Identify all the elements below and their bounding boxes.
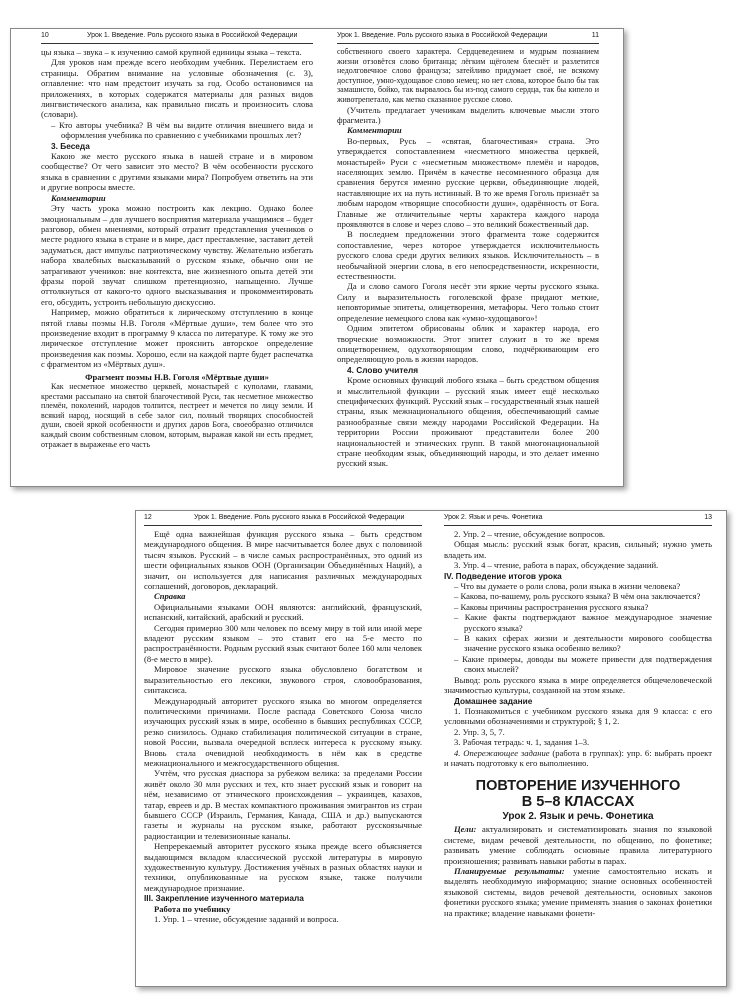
conclusion: Вывод: роль русского языка в мире определяется общечеловеческой значимостью культуры, созданной на этом языке. xyxy=(444,674,712,696)
page-body xyxy=(41,47,313,449)
paragraph: Сегодня примерно 300 млн человек по всему миру в той или иной мере владеют русским языком – это ставит его на 5-е место по распространённости. Родным русский язык считают более 160 млн человек (8-е место в мире). xyxy=(144,622,422,664)
paragraph: В последнем предложении этого фрагмента тоже содержится сопоставление, через которое утверждается исключительность русского слова среди других великих языков. Исключительность – в необычайной энергии слова, в его непосредственности, искренности, естественности. xyxy=(337,229,599,282)
page-13 xyxy=(444,511,712,986)
lesson-goals xyxy=(444,824,712,866)
question: – Кто авторы учебника? В чём вы видите отличия внешнего вида и оформления учебника по сравнению с учебниками прошлых лет? xyxy=(51,119,313,141)
question: – Что вы думаете о роли слова, роли языка в жизни человека? xyxy=(454,581,681,592)
results-text: умение самостоятельно искать и выделять необходимую информацию; знание основных особенностей языковой системы, видов речевой деятельности, основных законов фонетики русского языка; умение применять знания о законах фонетики на практике; владение навыками фонети- xyxy=(444,865,712,918)
paragraph: Общая мысль: русский язык богат, красив, сильный; нужно уметь владеть им. xyxy=(444,539,712,560)
paragraph: Учтём, что русская диаспора за рубежом велика: за пределами России живёт около 30 млн русских и тех, кто знает русский язык и говорит на нём, независимо от этнического происхождения – украинцев, казахов, татар, евреев и др. В местах компактного проживания эмигрантов из стран бывшего СССР (Израиль, Германия, Канада, США и др.) выпускаются газеты и журналы на русском языке, работают русскоязычные радиостанции и телевизионные каналы. xyxy=(144,768,422,841)
question: – Какова, по-вашему, роль русского языка? В чём она заключается? xyxy=(454,591,701,602)
paragraph: Для уроков нам прежде всего необходим учебник. Перелистаем его страницы. Обратим внимание на условные обозначения (с. 3), оглавление: что нам предстоит изучать за год. Особо остановимся на приложениях, в которых содержатся материалы для разных видов лингвистического анализа, как правильно писать и произносить слова (словари). xyxy=(41,57,313,120)
running-header xyxy=(444,511,712,526)
fragment-title: Фрагмент поэмы Н.В. Гоголя «Мёртвые души» xyxy=(85,371,269,382)
paragraph: Например, можно обратиться к лирическому отступлению в конце пятой главы поэмы Н.В. Гоголя «Мёртвые души», тем более что это произведение входит в программу 9 класса по литературе. К тому же это лирическое отступление может прояснить авторское определение произведения как поэмы. Хорошо, если на каждой парте будет распечатка с фрагментом из «Мёртвых душ». xyxy=(41,307,313,370)
header-title: Урок 2. Язык и речь. Фонетика xyxy=(444,514,543,521)
question: – В каких сферах жизни и деятельности мирового сообщества значение русского языка особенно велико? xyxy=(454,633,712,654)
section-heading: III. Закрепление изученного материала xyxy=(144,893,304,904)
homework-item: 3. Рабочая тетрадь: ч. 1, задания 1–3. xyxy=(454,737,590,748)
fragment-text: Как несметное множество церквей, монастырей с куполами, главами, крестами рассыпано на святой благочестивой Руси, так несметное множество племён, поколений, народов толпится, пестреет и мечется по лицу земли. И всякий народ, носящий в себе залог сил, полный творящих способностей души, своей яркой особенности и других даров Бога, своеобразно отличился каждый своим собственным словом, которым, выражая какой ни есть предмет, отражает в выраженье его часть xyxy=(41,382,313,449)
homework-item-text: (работа в группах): упр. 6: выбрать проект и начать подготовку к его выполнению. xyxy=(444,747,712,768)
paragraph: Кроме основных функций любого языка – быть средством общения и мыслительной функции – русский язык имеет ещё несколько специфических функций. Русский язык – государственный язык нашей страны, язык межнационального общения, обеспечивающий самые разнообразные связи между народами Российской Федерации. На территории России проживают представители более 200 национальностей и этнических групп. В такой многонациональной стране необходим язык, объединяющий народы, и это делает именно русский язык. xyxy=(337,375,599,469)
lesson-title: Урок 2. Язык и речь. Фонетика xyxy=(502,811,654,823)
page-10 xyxy=(41,29,313,486)
question: – Каковы причины распространения русского языка? xyxy=(454,601,649,612)
homework-item: 1. Познакомиться с учебником русского языка для 9 класса: с его условными обозначениями и структурой; § 1, 2. xyxy=(444,705,712,727)
page-number: 12 xyxy=(144,514,152,521)
spravka-label: Справка xyxy=(154,591,186,602)
paragraph: Да и слово самого Гоголя несёт эти яркие черты русского языка. Силу и выразительность гоголевской фразе придают меткие, неповторимые эпитеты, олицетворения, метафоры. Чего только стоит определение немецкого слова как «умно-худощавого»! xyxy=(337,281,599,323)
comments-label: Комментарии xyxy=(347,125,402,136)
exercise-item: 3. Упр. 4 – чтение, работа в парах, обсуждение заданий. xyxy=(454,560,659,571)
homework-heading: Домашнее задание xyxy=(454,695,533,706)
results-label: Планируемые результаты: xyxy=(454,865,565,876)
section-heading: 4. Слово учителя xyxy=(347,364,419,375)
homework-item-label: 4. Опережающее задание xyxy=(454,747,550,758)
fragment-text: собственного своего характера. Сердцеведением и мудрым познанием жизни отзовётся слово британца; лёгким щёголем блеснёт и разлетится недолговечное слово француза; затейливо придумает своё, не всякому доступное, умно-худощавое слово немец; но нет слова, которое было бы так замашисто, бойко, так вырвалось бы из-под самого сердца, так бы кипело и животрепетало, как метко сказанное русское слово. xyxy=(337,47,599,104)
page-number: 13 xyxy=(704,514,712,521)
question: – Какие факты подтверждают важное международное значение русского языка? xyxy=(454,612,712,633)
homework-item: 2. Упр. 3, 5, 7. xyxy=(454,726,505,737)
paragraph: Международный авторитет русского языка во многом определяется политическими причинами. После распада Советского Союза число изучающих русский язык в мире, особенно в бывших республиках СССР, резко снизилось. Однако стабилизация политической ситуации в стране, новой России, вызвала очередной всплеск интереса к русскому языку. Вновь стала очевидной необходимость в нём как в средстве межнационального и межгосударственного общения. xyxy=(144,695,422,768)
book-spread-top xyxy=(10,28,624,487)
goals-text: актуализировать и систематизировать знания по языковой системе, видам речевой деятельности, по общению, по фонетике; развивать умение соблюдать основные правила литературного произношения; развивать навыки работы в парах. xyxy=(444,824,712,866)
subsection-heading: Работа по учебнику xyxy=(154,903,231,914)
lesson-results xyxy=(444,866,712,918)
paragraph: Непререкаемый авторитет русского языка прежде всего объясняется выдающимся вкладом классической русской литературы в мировую художественную культуру. Достижения учёных в разных областях науки и техники, опубликованные на русском языке, также получили международное признание. xyxy=(144,841,422,893)
paragraph: Во-первых, Русь – «святая, благочестивая» страна. Это утверждается сопоставлением «несметного множества церквей, монастырей» Руси с «несметным множеством» племён и народов, населяющих землю. Причём в качестве несомненного образца для сравнения берутся именно русские церкви, объединяющие людей, наставляющие их на путь истинный. В то же время Гоголь признаёт за любым народом «творящие способности души», одарённость от Бога. Главные же отличительные черты характера каждого народа проявляются в слове и через слово – это великий божественный дар. xyxy=(337,135,599,230)
page-number: 11 xyxy=(591,32,599,39)
unit-title-line: ПОВТОРЕНИЕ ИЗУЧЕННОГО xyxy=(475,778,681,795)
header-title: Урок 1. Введение. Роль русского языка в Российской Федерации xyxy=(337,32,548,39)
page-body xyxy=(337,47,599,469)
header-title: Урок 1. Введение. Роль русского языка в Российской Федерации xyxy=(87,32,298,39)
page-number: 10 xyxy=(41,32,49,39)
section-heading: IV. Подведение итогов урока xyxy=(444,570,562,581)
paragraph: цы языка – звука – к изучению самой крупной единицы языка – текста. xyxy=(41,47,302,57)
question: – Какие примеры, доводы вы можете привести для подтверждения своих мыслей? xyxy=(454,653,712,675)
page-body xyxy=(444,529,712,918)
unit-title-line: В 5–8 КЛАССАХ xyxy=(521,794,635,811)
page-body xyxy=(144,529,422,924)
paragraph: Эту часть урока можно построить как лекцию. Однако более эмоциональным – для лучшего восприятия материала учащимися – будет разговор, обмен мнениями, который отразит представления учеников о месте родного языка в стране и в мире, даст преставление, заставит детей задуматься, даст импульс патриотическому чувству. Желательно избегать набора хвалебных высказываний о русском языке, обычно они не затрагивают учеников: вне контекста, вне жизненного опыта детей эти фразы порой звучат слишком претенциозно, напыщенно. Лучше оттолкнуться от какого-то одного высказывания и прокомментировать его, обсудить, устроить небольшую дискуссию. xyxy=(41,203,313,307)
page-11 xyxy=(337,29,599,486)
goals-label: Цели: xyxy=(454,824,477,835)
comments-label: Комментарии xyxy=(51,192,106,203)
teacher-note: (Учитель предлагает ученикам выделить ключевые мысли этого фрагмента.) xyxy=(337,104,599,125)
book-spread-bottom xyxy=(135,510,727,987)
exercise-item: 2. Упр. 2 – чтение, обсуждение вопросов. xyxy=(454,529,606,539)
running-header xyxy=(144,511,422,526)
header-title: Урок 1. Введение. Роль русского языка в Российской Федерации xyxy=(194,514,405,521)
paragraph: Какою же место русского языка в нашей стране и в мировом сообществе? От чего зависит это место? В чём особенности русского языка в сравнении с другими языками мира? Попробуем ответить на эти и другие вопросы вместе. xyxy=(41,151,313,193)
exercise-item: 1. Упр. 1 – чтение, обсуждение заданий и вопроса. xyxy=(154,914,339,925)
unit-title xyxy=(444,778,712,810)
homework-item xyxy=(444,748,712,769)
running-header xyxy=(337,29,599,44)
spravka-text: Официальными языками ООН являются: английский, французский, испанский, китайский, арабский и русский. xyxy=(144,601,422,623)
paragraph: Одним эпитетом обрисованы облик и характер народа, его творческие возможности. Этот эпитет служит в то же время олицетворением, одухотворяющим слово, подчёркивающим его определяющую роль в жизни народов. xyxy=(337,323,599,365)
section-heading: 3. Беседа xyxy=(51,140,90,151)
page-12 xyxy=(144,511,422,986)
running-header xyxy=(41,29,313,44)
paragraph: Мировое значение русского языка обусловлено богатством и выразительностью его лексики, звукового строя, словообразования, синтаксиса. xyxy=(144,664,422,696)
paragraph: Ещё одна важнейшая функция русского языка – быть средством международного общения. В мире насчитывается более двух с половиной тысяч языков. Русский – в числе самых распространённых, это одний из шести официальных языков ООН (Организации Объединённых Наций), а значит, он используется для написания различных международных соглашений, договоров, деклараций. xyxy=(144,529,422,592)
